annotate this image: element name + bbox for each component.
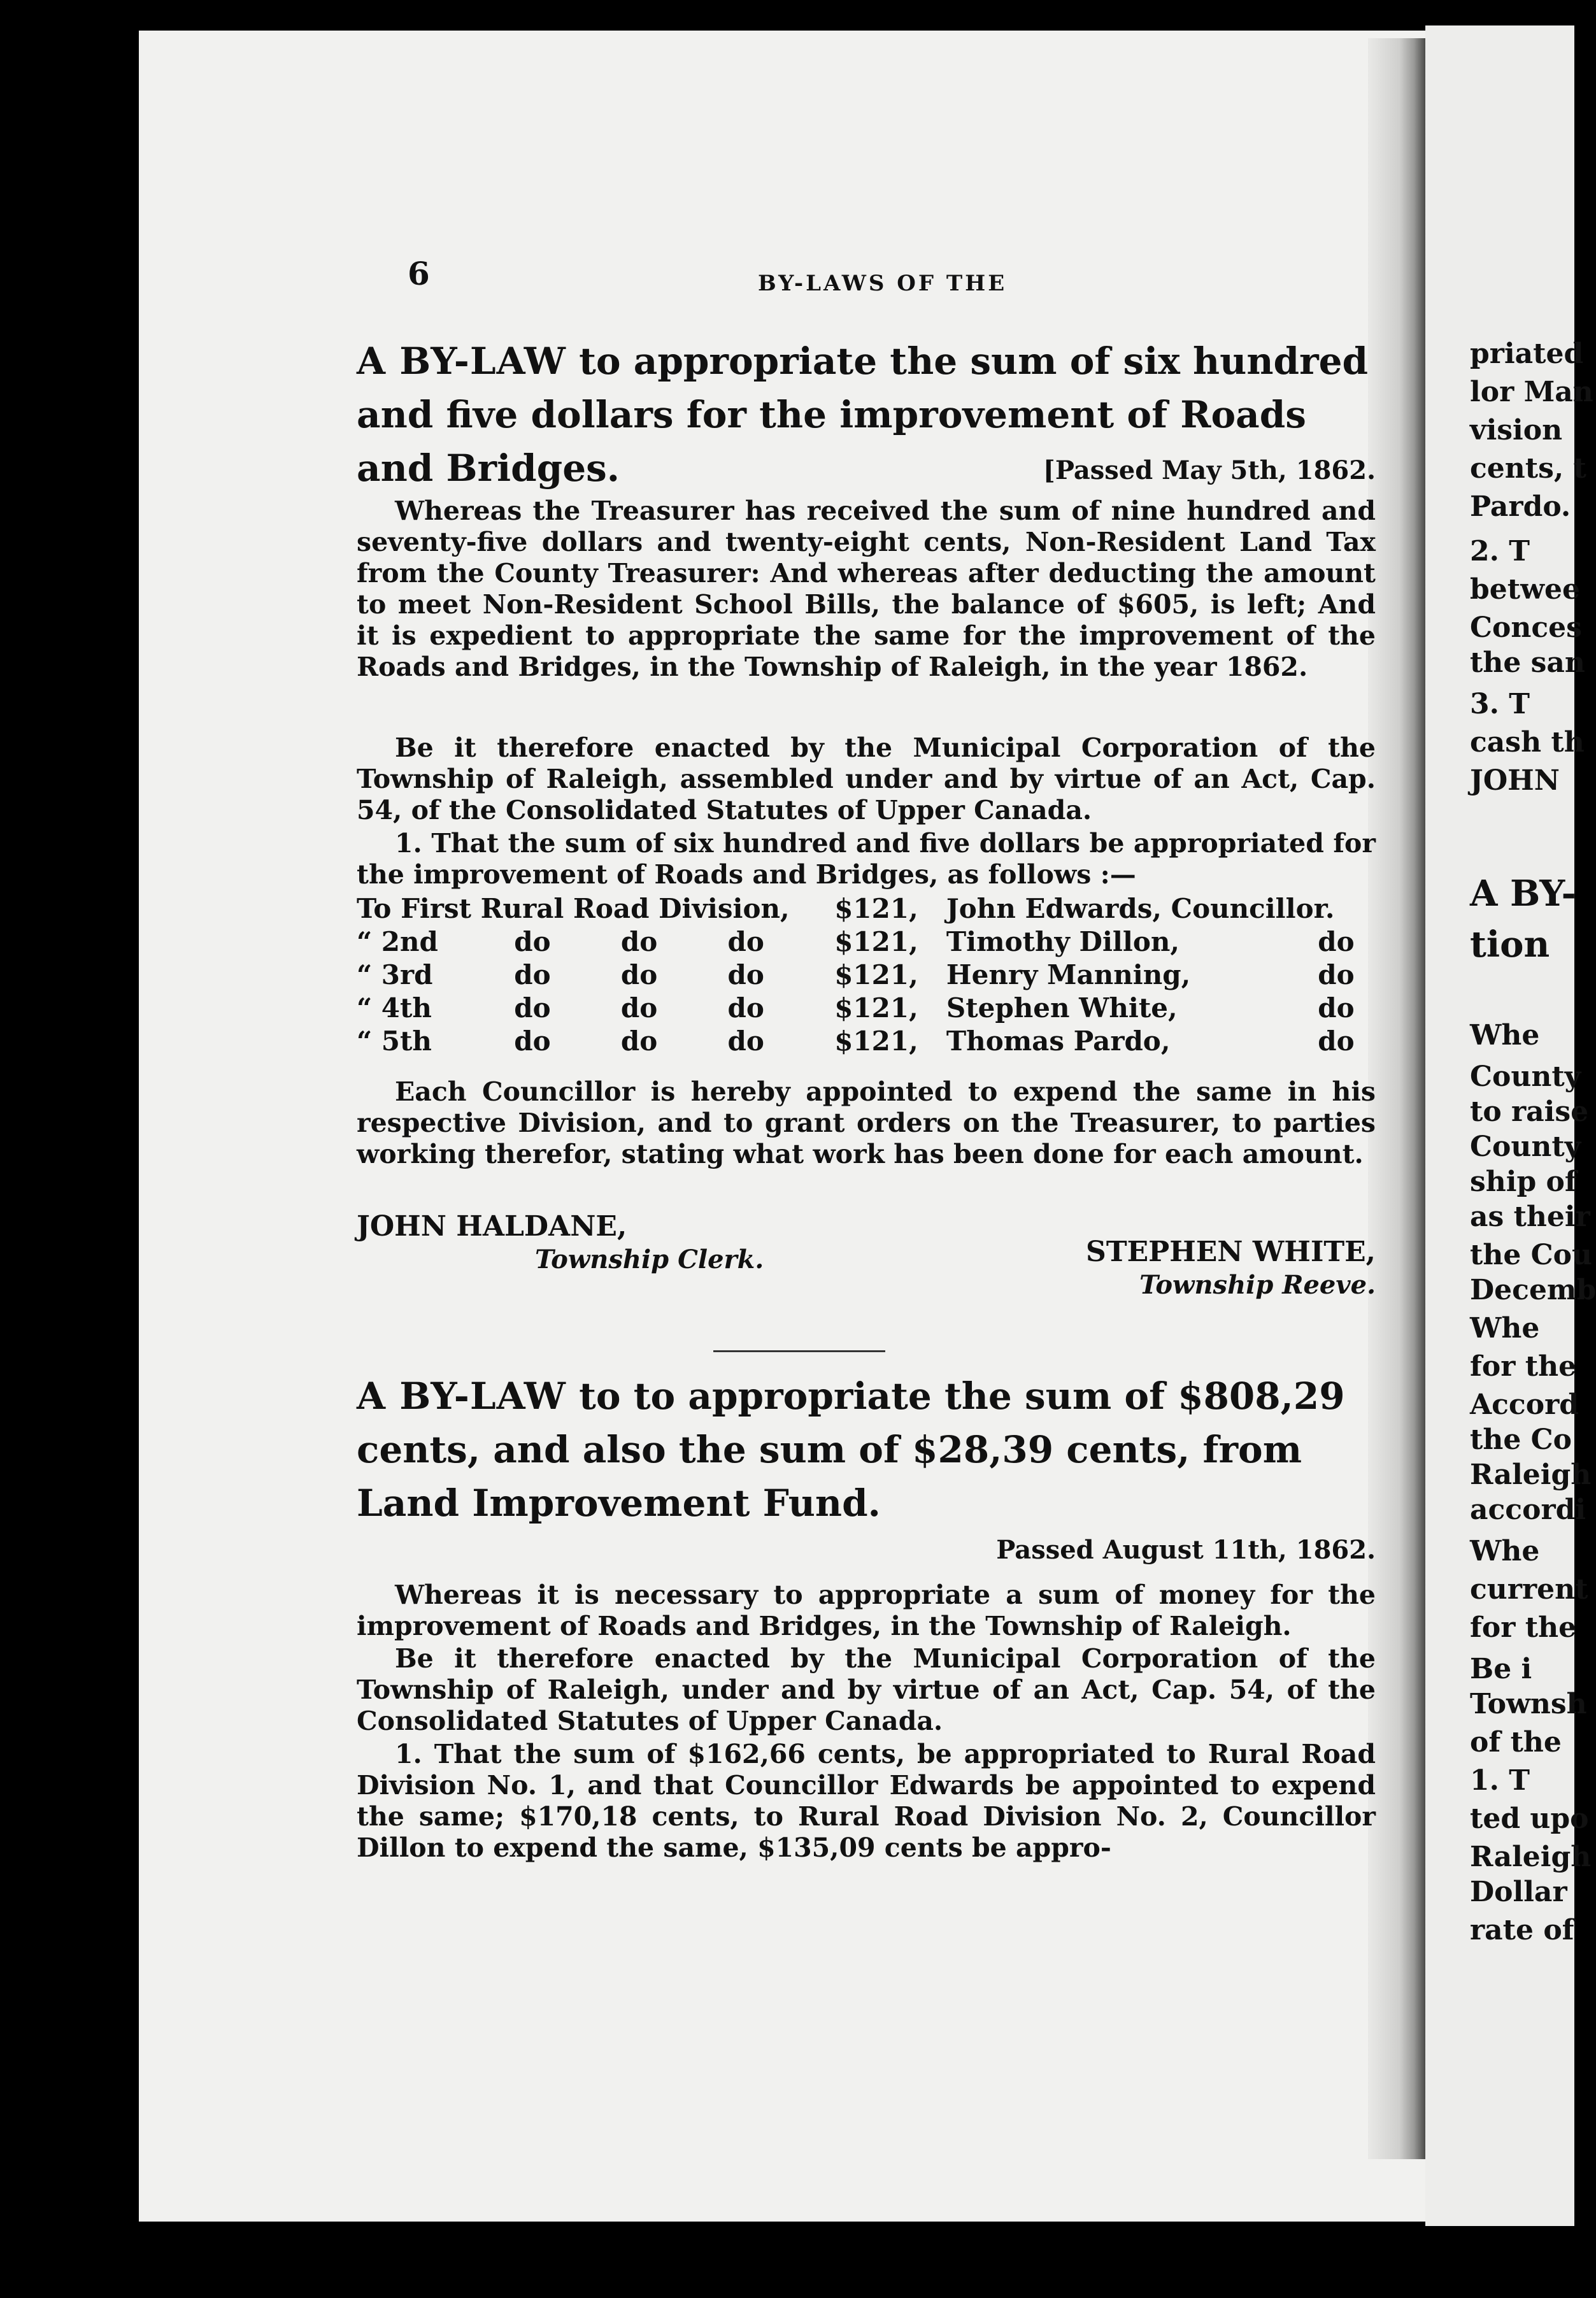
right-page-line: to raise bbox=[1470, 1095, 1589, 1128]
right-page-line: Decemb bbox=[1470, 1274, 1596, 1306]
right-page-line: lor Man bbox=[1470, 376, 1593, 408]
right-page-line: Raleigh bbox=[1470, 1459, 1592, 1491]
bylaw2-title-lead: A BY-LAW bbox=[357, 1374, 566, 1418]
division-prefix: “ 4th bbox=[357, 992, 432, 1024]
division-row bbox=[357, 991, 1376, 1024]
right-page-line: of the bbox=[1470, 1726, 1562, 1759]
division-ditto: do bbox=[514, 1025, 551, 1057]
division-ditto: do bbox=[620, 925, 658, 957]
right-page-line: for the bbox=[1470, 1611, 1577, 1644]
division-ditto: do bbox=[620, 959, 658, 990]
right-page-line: Townsh bbox=[1470, 1688, 1587, 1720]
right-page-line: the Cou bbox=[1470, 1239, 1592, 1271]
right-page-line: ship of bbox=[1470, 1166, 1577, 1198]
reeve-title: Township Reeve. bbox=[1139, 1270, 1376, 1300]
right-page-line: Conces bbox=[1470, 611, 1582, 644]
right-page-line: as their bbox=[1470, 1201, 1590, 1233]
bylaw1-title-rest: to appropriate the sum of six hundred and five dollars for the improvement of Roads and Bridges. bbox=[357, 339, 1369, 490]
bylaw2-title-rest: to to appropriate the sum of $808,29 cents, and also the sum of $28,39 cents, from Land Improvement Fund. bbox=[357, 1374, 1345, 1525]
division-ditto: do bbox=[1318, 1025, 1355, 1057]
right-page-line: the Co bbox=[1470, 1424, 1572, 1456]
right-page-line: A BY- bbox=[1470, 873, 1576, 915]
division-ditto: do bbox=[1318, 925, 1355, 957]
division-amount: $121, bbox=[834, 1025, 918, 1057]
bylaw2-enacted: Be it therefore enacted by the Municipal Corporation of the Township of Raleigh, under and by virtue of an Act, Cap. 54, of the Consolidated Statutes of Upper Canada. bbox=[357, 1643, 1376, 1736]
division-amount: $121, bbox=[834, 992, 918, 1024]
division-table bbox=[357, 892, 1376, 1057]
division-row bbox=[357, 892, 1376, 925]
bylaw2-clause1: 1. That the sum of $162,66 cents, be appropriated to Rural Road Division No. 1, and that Councillor Edwards be appointed to expend the same; $170,18 cents, to Rural Road Division No. 2, Councillor Dillon to expend the same, $135,09 cents be appro- bbox=[357, 1739, 1376, 1863]
division-ditto: do bbox=[620, 992, 658, 1024]
right-page-line: Whe bbox=[1470, 1019, 1540, 1052]
division-row bbox=[357, 958, 1376, 991]
right-page-line: 2. T bbox=[1470, 535, 1530, 567]
clerk-name: JOHN HALDANE, bbox=[357, 1210, 627, 1243]
right-page-line: cash th bbox=[1470, 726, 1585, 759]
division-ditto: do bbox=[514, 925, 551, 957]
division-row bbox=[357, 925, 1376, 958]
book-gutter bbox=[1368, 38, 1425, 2159]
division-councillor: Timothy Dillon, bbox=[946, 925, 1180, 957]
right-page-fragment bbox=[1425, 25, 1596, 2226]
bylaw2-passed-date: Passed August 11th, 1862. bbox=[996, 1535, 1376, 1565]
right-page-line: the san bbox=[1470, 646, 1585, 679]
right-page-line: Dollar bbox=[1470, 1876, 1567, 1908]
division-ditto: do bbox=[727, 925, 764, 957]
division-ditto: do bbox=[727, 992, 764, 1024]
right-page-line: JOHN bbox=[1470, 764, 1560, 797]
clerk-title: Township Clerk. bbox=[535, 1245, 764, 1274]
right-page-line: 1. T bbox=[1470, 1764, 1530, 1797]
bylaw1-whereas: Whereas the Treasurer has received the sum of nine hundred and seventy-five dollars and twenty-eight cents, Non-Resident Land Tax from the County Treasurer: And whereas after deducting the amount to meet Non-Resident School Bills, the balance of $605, is left; And it is expedient to appropriate the same for the improvement of the Roads and Bridges, in the Township of Raleigh, in the year 1862. bbox=[357, 496, 1376, 682]
bylaw1-passed-date: [Passed May 5th, 1862. bbox=[1043, 455, 1376, 485]
division-ditto: do bbox=[727, 959, 764, 990]
right-page-line: ted upo bbox=[1470, 1802, 1589, 1835]
division-prefix: To First Rural Road Division, bbox=[357, 892, 790, 924]
division-councillor: Stephen White, bbox=[946, 992, 1178, 1024]
right-page-line: Be i bbox=[1470, 1653, 1532, 1685]
bylaw2-whereas: Whereas it is necessary to appropriate a sum of money for the improvement of Roads and Bridges, in the Township of Raleigh. bbox=[357, 1580, 1376, 1641]
right-page-line: accordi bbox=[1470, 1494, 1586, 1526]
right-page-line: County bbox=[1470, 1131, 1581, 1163]
division-row bbox=[357, 1024, 1376, 1057]
right-page-line: vision bbox=[1470, 414, 1563, 446]
division-ditto: do bbox=[1318, 992, 1355, 1024]
right-page-line: current bbox=[1470, 1573, 1588, 1606]
right-page-line: tion bbox=[1470, 924, 1550, 966]
bylaw1-each-councillor: Each Councillor is hereby appointed to expend the same in his respective Division, and to grant orders on the Treasurer, to parties working therefor, stating what work has been done for each amount. bbox=[357, 1076, 1376, 1169]
reeve-signature bbox=[357, 1236, 1376, 1301]
right-page-line: Accord bbox=[1470, 1388, 1579, 1421]
right-page-line: rate of bbox=[1470, 1914, 1574, 1946]
division-councillor: Henry Manning, bbox=[946, 959, 1191, 990]
right-page-line: 3. T bbox=[1470, 688, 1530, 720]
right-page-line: Raleigh bbox=[1470, 1841, 1592, 1873]
division-ditto: do bbox=[1318, 959, 1355, 990]
division-ditto: do bbox=[514, 959, 551, 990]
division-prefix: “ 2nd bbox=[357, 925, 438, 957]
division-councillor: Thomas Pardo, bbox=[946, 1025, 1171, 1057]
bylaw1-clause1: 1. That the sum of six hundred and five dollars be appropriated for the improvement of Roads and Bridges, as follows :— bbox=[357, 828, 1376, 890]
section-divider bbox=[713, 1350, 885, 1352]
bylaw2-title bbox=[357, 1369, 1376, 1530]
right-page-line: priated bbox=[1470, 338, 1584, 370]
division-amount: $121, bbox=[834, 959, 918, 990]
running-header: BY-LAWS OF THE bbox=[758, 271, 1008, 296]
right-page-line: cents, t bbox=[1470, 452, 1586, 485]
right-page-line: betwee bbox=[1470, 573, 1580, 606]
division-prefix: “ 5th bbox=[357, 1025, 432, 1057]
division-ditto: do bbox=[620, 1025, 658, 1057]
division-amount: $121, bbox=[834, 925, 918, 957]
right-page-line: for the bbox=[1470, 1350, 1577, 1383]
division-ditto: do bbox=[514, 992, 551, 1024]
right-page-line: Whe bbox=[1470, 1312, 1540, 1345]
bylaw1-title-lead: A BY-LAW bbox=[357, 339, 566, 383]
bylaw1-enacted: Be it therefore enacted by the Municipal Corporation of the Township of Raleigh, assembled under and by virtue of an Act, Cap. 54, of the Consolidated Statutes of Upper Canada. bbox=[357, 732, 1376, 825]
division-ditto: do bbox=[727, 1025, 764, 1057]
right-page-line: County bbox=[1470, 1060, 1581, 1093]
reeve-name: STEPHEN WHITE, bbox=[1086, 1236, 1376, 1268]
division-amount: $121, bbox=[834, 892, 918, 924]
division-councillor: John Edwards, Councillor. bbox=[946, 892, 1335, 924]
right-page-line: Pardo. bbox=[1470, 490, 1571, 523]
right-page-line: Whe bbox=[1470, 1535, 1540, 1567]
page-number: 6 bbox=[408, 255, 430, 292]
division-prefix: “ 3rd bbox=[357, 959, 433, 990]
